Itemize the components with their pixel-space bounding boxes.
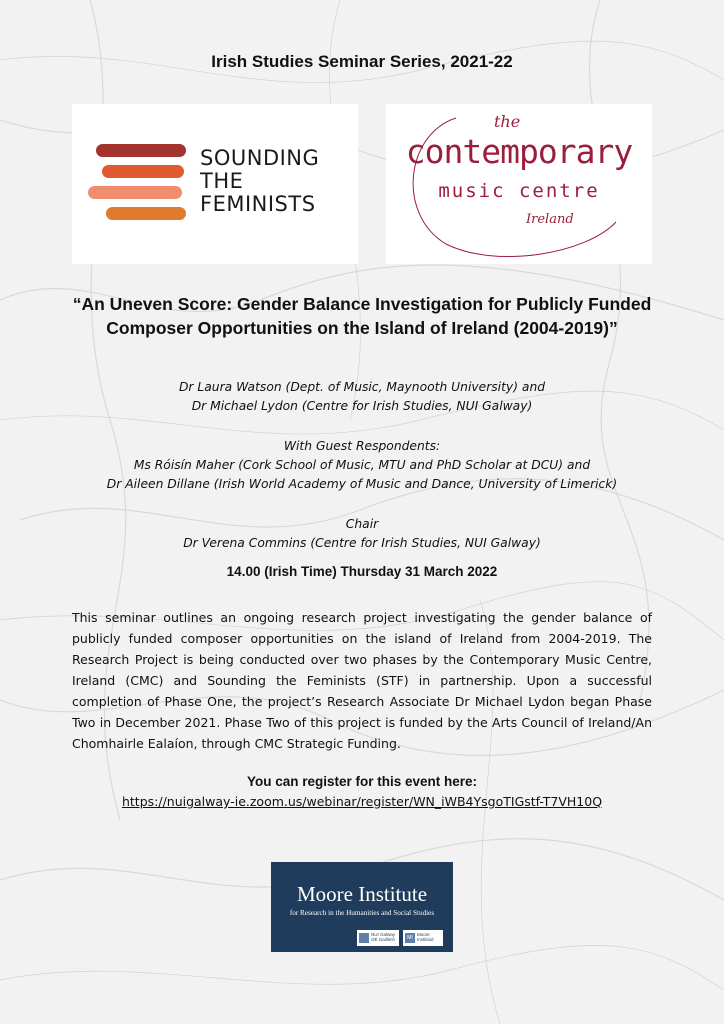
respondents-heading: With Guest Respondents: <box>283 439 441 453</box>
moore-subtitle: for Research in the Humanities and Social Studies <box>289 909 435 917</box>
event-datetime: 14.00 (Irish Time) Thursday 31 March 2022 <box>226 564 498 579</box>
register-link[interactable]: https://nuigalway-ie.zoom.us/webinar/register/WN_iWB4YsgoTIGstf-T7VH10Q <box>121 794 603 809</box>
cmc-music-centre: music centre <box>438 180 600 202</box>
badge-b-text: Moore Institiúid <box>417 932 434 942</box>
mi-mark-icon: MI <box>405 933 415 943</box>
series-title: Irish Studies Seminar Series, 2021-22 <box>211 52 513 71</box>
register-label: You can register for this event here: <box>246 774 478 789</box>
cmc-the: the <box>494 112 521 131</box>
stf-line-1: SOUNDING <box>200 146 320 170</box>
moore-institute-logo <box>271 862 453 952</box>
nui-crest-icon <box>359 933 369 943</box>
moore-name: Moore Institute <box>296 882 428 906</box>
stf-bar-3 <box>88 186 182 199</box>
stf-line-2: THE <box>200 169 244 193</box>
speaker-1: Dr Laura Watson (Dept. of Music, Maynooth University) and <box>178 380 546 394</box>
speakers <box>40 378 684 416</box>
abstract-paragraph: This seminar outlines an ongoing research project investigating the gender balance of publicly funded composer opportunities on the island of Ireland from 2004-2019. The Research Project is being conducted over two phases by the Contemporary Music Centre, Ireland (CMC) and Sounding the Feminists (STF) in partnership. Upon a successful completion of Phase One, the project’s Research Associate Dr Michael Lydon began Phase Two in December 2021. Phase Two of this project is funded by the Arts Council of Ireland/An Chomhairle Ealaíon, through CMC Strategic Funding. <box>72 610 652 751</box>
talk-title: “An Uneven Score: Gender Balance Investigation for Publicly Funded Composer Opportunities on the Island of Ireland (2004-2019)” <box>72 294 652 338</box>
chair <box>40 515 684 553</box>
cmc-ireland: Ireland <box>526 212 574 227</box>
guest-respondents <box>40 437 684 494</box>
cmc-contemporary: contemporary <box>405 132 633 171</box>
stf-wordmark <box>200 147 319 216</box>
chair-heading: Chair <box>345 517 379 531</box>
respondent-1: Ms Róisín Maher (Cork School of Music, MTU and PhD Scholar at DCU) and <box>133 458 591 472</box>
contemporary-music-centre-logo <box>386 104 652 264</box>
moore-badge <box>403 930 443 946</box>
chair-person: Dr Verena Commins (Centre for Irish Studies, NUI Galway) <box>183 536 541 550</box>
stf-bar-2 <box>102 165 184 178</box>
stf-bar-1 <box>96 144 186 157</box>
badge-a-text: NUI Galway OÉ Gaillimh <box>371 932 396 942</box>
stf-bar-4 <box>106 207 186 220</box>
nui-galway-badge <box>357 930 399 946</box>
sounding-the-feminists-logo <box>72 104 358 264</box>
speaker-2: Dr Michael Lydon (Centre for Irish Studies, NUI Galway) <box>191 399 533 413</box>
stf-line-3: FEMINISTS <box>200 192 316 216</box>
respondent-2: Dr Aileen Dillane (Irish World Academy of Music and Dance, University of Limerick) <box>106 477 618 491</box>
